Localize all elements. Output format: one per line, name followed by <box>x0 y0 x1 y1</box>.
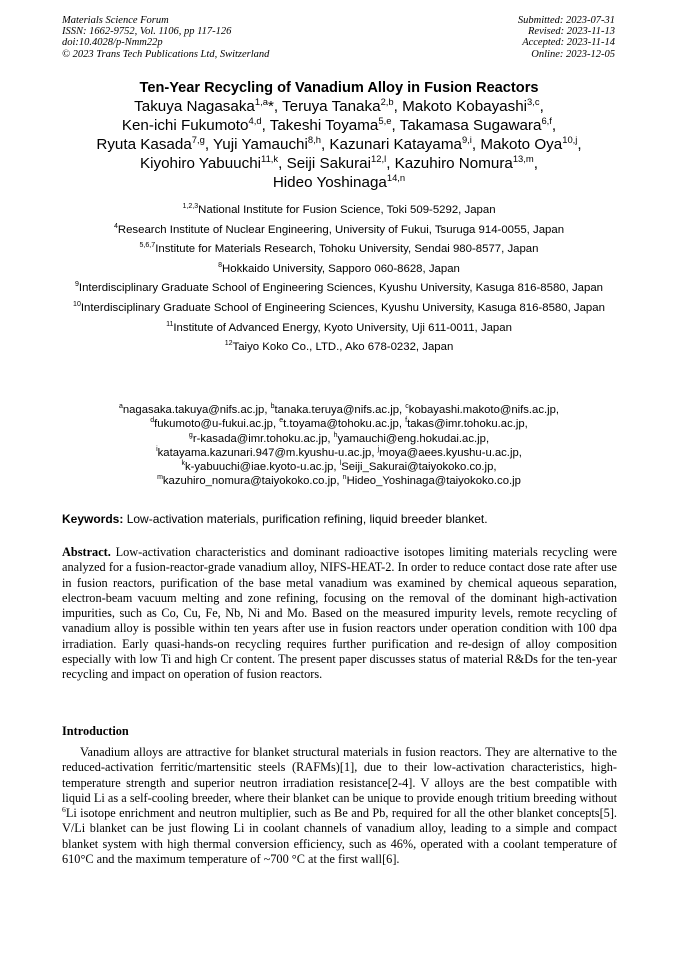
email-sup: n <box>342 474 347 482</box>
introduction-text: Vanadium alloys are attractive for blanket structural materials in fusion reactors. They are alternative to the reduced-activation ferritic/martensitic steels (RAFMs)[1], due to their low-activation characteristics, high-temperature strength and superior neutron irradiation resistance[2-4]. V alloys are the best compatible with liquid Li as a self-cooling breeder, where their blanket can be unique to provide enough tritium breeding without <box>62 745 617 805</box>
doi[interactable]: doi:10.4028/p-Nmm22p <box>62 37 163 49</box>
abstract-label: Abstract. <box>62 545 111 559</box>
affiliation <box>58 262 620 276</box>
online-date: Online: 2023-12-05 <box>531 48 615 60</box>
author-sep: , <box>261 116 270 134</box>
affiliation <box>58 281 620 295</box>
author-sep: , <box>551 116 557 134</box>
email-sup: j <box>377 446 380 454</box>
affiliation-text: Institute of Advanced Energy, Kyoto University, Uji 611-0011, Japan <box>173 321 512 334</box>
author-sep: , <box>577 135 582 153</box>
email-line: $^g$r-kasada@imr.tohoku.ac.jp, $^h$yamauchi@eng.hokudai.ac.jp, <box>188 431 490 445</box>
affiliation-text: Interdisciplinary Graduate School of Engineering Sciences, Kyushu University, Kasuga 816-8580, Japan <box>80 301 605 314</box>
affiliation-text: National Institute for Fusion Science, Toki 509-5292, Japan <box>198 204 496 216</box>
author-sup: 8,h <box>307 133 321 145</box>
paper-title: Ten-Year Recycling of Vanadium Alloy in Fusion Reactors <box>139 80 539 96</box>
author-sep: , <box>539 98 544 115</box>
email-sup: i <box>156 446 158 454</box>
affiliation <box>58 203 620 217</box>
author-name: Kazuhiro Nomura <box>394 154 513 172</box>
keywords-text: Low-activation materials, purification refining, liquid breeder blanket. <box>126 512 488 526</box>
author-sup: 2,b <box>380 95 394 107</box>
email-address[interactable]: k-yabuuchi@iae.kyoto-u.ac.jp <box>185 461 334 474</box>
author-sep: , <box>386 154 395 172</box>
email-sup: m <box>157 474 163 482</box>
author-sep: , <box>533 154 538 172</box>
author-sep: , <box>278 154 287 172</box>
author-name: Kazunari Katayama <box>329 135 462 153</box>
email-line: $^d$fukumoto@u-fukui.ac.jp, $^e$t.toyama@tohoku.ac.jp, $^f$takas@imr.tohoku.ac.jp, <box>150 417 528 431</box>
email-address[interactable]: katayama.kazunari.947@m.kyushu-u.ac.jp <box>157 446 372 459</box>
abstract <box>62 545 617 683</box>
author-name: Takeshi Toyama <box>269 116 379 134</box>
email-address[interactable]: nagasaka.takuya@nifs.ac.jp <box>122 404 265 416</box>
author-line <box>40 171 638 193</box>
affiliation-sup: 9 <box>75 281 79 289</box>
email-address[interactable]: takas@imr.tohoku.ac.jp <box>407 418 525 431</box>
affiliation-text: Taiyo Koko Co., LTD., Ako 678-0232, Japan <box>232 341 454 354</box>
revised-date: Revised: 2023-11-13 <box>528 26 615 38</box>
author-sup: 11,k <box>261 152 279 164</box>
affiliation-sup: 12 <box>224 340 233 348</box>
affiliation <box>58 321 620 335</box>
email-address[interactable]: kazuhiro_nomura@taiyokoko.co.jp <box>162 475 337 488</box>
email-line: $^k$k-yabuuchi@iae.kyoto-u.ac.jp, $^l$Seiji_Sakurai@taiyokoko.co.jp, <box>181 460 497 474</box>
email-list <box>58 403 620 489</box>
author-name: Kiyohiro Yabuuchi <box>140 154 262 172</box>
abstract-text: Low-activation characteristics and dominant radioactive isotopes limiting materials recycling were analyzed for a fusion-reactor-grade vanadium alloy, NIFS-HEAT-2. In order to reduce contact dose rate after use in fusion reactors, purification of the base metal vanadium was examined by chemical aqueous separation, electron-beam vacuum melting and zone refining, focusing on the removal of the dominant high-activation impurities, such as Co, Cu, Fe, Nb, Ni and Mo. Based on the measured impurity levels, remote recycling of vanadium alloy is possible within ten years after use in fusion reactors under operation condition with 100 dpa irradiation. Early quasi-hands-on recycling requires further purification and re-design of alloy composition especially with low Ti and high Cr content. The present paper discusses status of material R&Ds for the ten-year recycling and impact on operation of fusion reactors. <box>62 545 617 682</box>
affiliation <box>58 242 620 256</box>
author-name: Hideo Yoshinaga <box>272 173 387 191</box>
introduction-text: Li isotope enrichment and neutron multiplier, such as Be and Pb, required for all the other blanket concepts[5]. V/Li blanket can be just flowing Li in coolant channels of vanadium alloy, leading to a simple and compact blanket system with high thermal conversion efficiency, such as 46%, operated with a coolant temperature of 610°C and the maximum temperature of ~700 °C at the first wall[6]. <box>62 806 617 867</box>
copyright: © 2023 Trans Tech Publications Ltd, Switzerland <box>62 48 270 60</box>
author-name: Makoto Kobayashi <box>402 98 528 115</box>
introduction-heading: Introduction <box>62 724 129 738</box>
author-sep: , <box>393 98 403 115</box>
affiliation-sup: 5,6,7 <box>139 242 156 250</box>
affiliation <box>58 223 620 237</box>
email-sup: l <box>339 460 342 468</box>
author-line <box>40 152 638 174</box>
email-sup: e <box>279 417 284 425</box>
affiliation-sup: 1,2,3 <box>182 203 199 211</box>
author-sup: 1,a <box>254 95 268 107</box>
author-sep: , <box>204 135 214 153</box>
email-address[interactable]: r-kasada@imr.tohoku.ac.jp <box>192 432 328 445</box>
author-sep: , <box>391 116 400 134</box>
issn: ISSN: 1662-9752, Vol. 1106, pp 117-126 <box>62 26 232 38</box>
author-name: Yuji Yamauchi <box>213 135 308 153</box>
author-line <box>40 114 638 136</box>
email-address[interactable]: t.toyama@tohoku.ac.jp <box>283 418 399 431</box>
author-sup: 3,c <box>527 95 540 107</box>
email-sup: g <box>188 431 193 439</box>
email-sup: d <box>150 417 155 425</box>
submitted-date: Submitted: 2023-07-31 <box>517 15 615 26</box>
author-sep: , <box>471 135 481 153</box>
author-sup: 12,l <box>371 152 387 164</box>
author-list <box>40 95 638 193</box>
email-address[interactable]: moya@aees.kyushu-u.ac.jp <box>379 446 519 459</box>
author-sup: 6,f <box>541 114 552 126</box>
email-line: $^m$kazuhiro_nomura@taiyokoko.co.jp, $^n$Hideo_Yoshinaga@taiyokoko.co.jp <box>157 474 521 488</box>
email-sup: a <box>118 403 123 411</box>
author-sup: 10,j <box>562 133 578 145</box>
email-sup: b <box>270 403 275 411</box>
keywords <box>62 512 617 526</box>
author-name: Takamasa Sugawara <box>399 116 542 134</box>
author-sup: 7,g <box>191 133 205 145</box>
affiliation-text: Institute for Materials Research, Tohoku University, Sendai 980-8577, Japan <box>155 243 539 256</box>
author-sep: *, <box>267 98 283 115</box>
affiliation <box>58 340 620 354</box>
email-sup: k <box>181 460 185 468</box>
affiliation-text: Research Institute of Nuclear Engineering, University of Fukui, Tsuruga 914-0055, Japan <box>117 223 565 236</box>
author-sup: 13,m <box>512 152 534 164</box>
author-line <box>40 133 638 155</box>
email-address[interactable]: yamauchi@eng.hokudai.ac.jp <box>337 432 486 445</box>
affiliation-list <box>58 203 620 360</box>
email-sup: f <box>405 417 408 425</box>
affiliation <box>58 301 620 315</box>
email-line: $^a$nagasaka.takuya@nifs.ac.jp, $^b$tanaka.teruya@nifs.ac.jp, $^c$kobayashi.makoto@nifs.ac.jp, <box>118 403 560 416</box>
author-name: Makoto Oya <box>480 135 563 153</box>
journal-name: Materials Science Forum <box>62 15 169 26</box>
affiliation-text: Hokkaido University, Sapporo 060-8628, Japan <box>222 262 460 275</box>
email-address[interactable]: Seiji_Sakurai@taiyokoko.co.jp <box>341 461 494 474</box>
email-sup: c <box>405 403 409 411</box>
journal-header <box>62 15 269 60</box>
email-address[interactable]: Hideo_Yoshinaga@taiyokoko.co.jp <box>346 475 521 488</box>
introduction-paragraph <box>62 745 617 867</box>
email-address[interactable]: tanaka.teruya@nifs.ac.jp <box>274 404 400 416</box>
author-name: Takuya Nagasaka <box>134 98 255 115</box>
author-sup: 5,e <box>378 114 392 126</box>
email-sup: h <box>333 431 338 439</box>
isotope-sup: 6 <box>62 805 66 815</box>
email-address[interactable]: kobayashi.makoto@nifs.ac.jp <box>408 404 556 416</box>
affiliation-sup: 11 <box>166 320 174 328</box>
author-sep: , <box>320 135 330 153</box>
affiliation-text: Interdisciplinary Graduate School of Engineering Sciences, Kyushu University, Kasuga 816-8580, Japan <box>78 282 603 295</box>
author-name: Seiji Sakurai <box>286 154 372 172</box>
author-sup: 4,d <box>248 114 262 126</box>
author-sup: 9,i <box>461 133 472 145</box>
affiliation-sup: 8 <box>218 261 223 269</box>
author-name: Teruya Tanaka <box>282 98 381 115</box>
affiliation-sup: 4 <box>113 222 118 230</box>
author-name: Ken-ichi Fukumoto <box>121 116 249 134</box>
author-name: Ryuta Kasada <box>96 135 192 153</box>
keywords-label: Keywords: <box>62 512 124 526</box>
accepted-date: Accepted: 2023-11-14 <box>522 37 615 49</box>
email-address[interactable]: fukumoto@u-fukui.ac.jp <box>154 418 273 431</box>
author-sup: 14,n <box>386 171 406 183</box>
affiliation-sup: 10 <box>73 301 81 309</box>
dates-header <box>518 15 615 60</box>
email-line: $^i$katayama.kazunari.947@m.kyushu-u.ac.jp, $^j$moya@aees.kyushu-u.ac.jp, <box>156 446 522 459</box>
